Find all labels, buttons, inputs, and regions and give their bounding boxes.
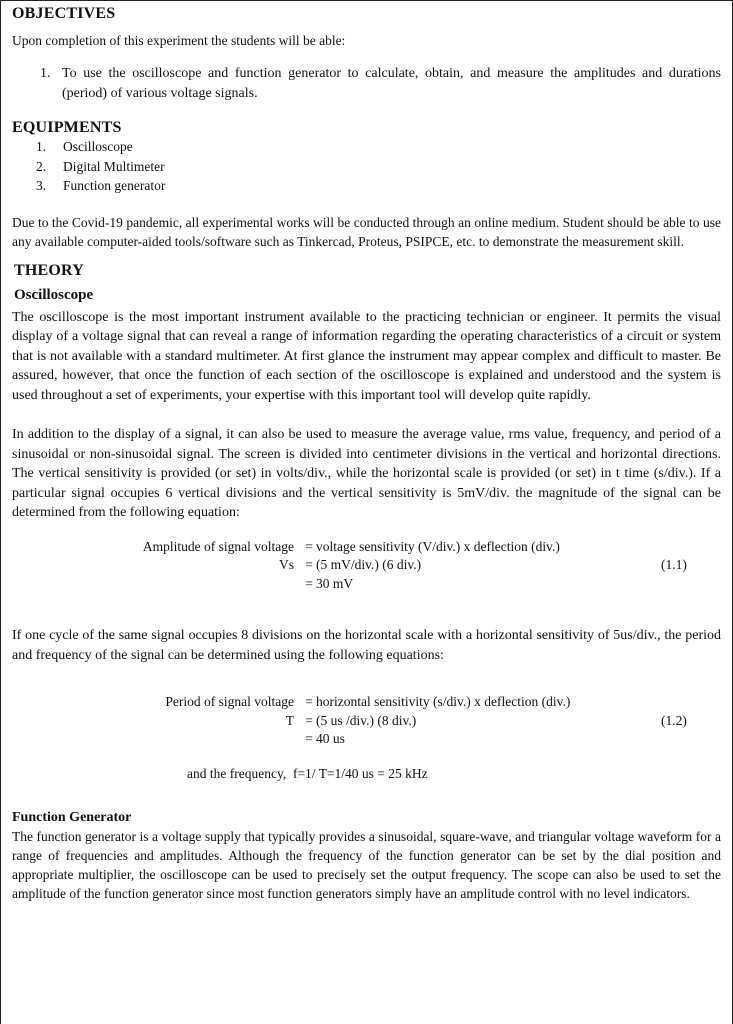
list-item	[36, 137, 721, 157]
frequency-line: and the frequency, f=1/ T=1/40 us = 25 kHz	[187, 765, 428, 781]
equation-lhs: Vs	[278, 557, 294, 572]
oscilloscope-paragraph-1: The oscilloscope is the most important instrument available to the practicing technician or engineer. It permits the visual display of a voltage signal that can reveal a range of information regarding the operating characteristics of a circuit or system that is not available with a standard multimeter. At first glance the instrument may appear complex and difficult to master. Be assured, however, that once the function of each section of the oscilloscope is explained and understood and the system is used throughout a set of experiments, your expertise with this important tool will develop quite rapidly.	[12, 309, 721, 403]
objectives-list	[40, 64, 721, 103]
covid-note: Due to the Covid-19 pandemic, all experimental works will be conducted through an online medium. Student should be able to use any available computer-aided tools/software such as Tinkercad, Proteus, PSIPCE, etc. to demonstrate the measurement skill.	[12, 214, 721, 249]
equals-sign: =	[305, 575, 313, 591]
function-generator-paragraph: The function generator is a voltage supply that typically provides a sinusoidal, square-wave, and triangular voltage waveform for a range of frequencies and amplitudes. Although the frequency of the function generator can be set by the dial position and appropriate multiplier, the oscilloscope can be used to precisely set the output frequency. The scope can also be used to set the amplitude of the function generator since most function generators simply have an amplitude control with no level indicators.	[12, 828, 721, 901]
list-item	[36, 176, 721, 196]
equation-rhs: (5 mV/div.) (6 div.)	[316, 557, 422, 572]
list-number: 1.	[36, 139, 47, 154]
equation-1-2	[158, 693, 721, 749]
list-number: 3.	[36, 178, 47, 193]
function-generator-heading: Function Generator	[12, 809, 132, 825]
equation-rhs: (5 us /div.) (8 div.)	[316, 712, 417, 728]
list-text: Oscilloscope	[63, 139, 133, 154]
objectives-intro: Upon completion of this experiment the students will be able:	[12, 33, 346, 48]
equation-rhs: 40 us	[316, 731, 345, 746]
equation-number: (1.1)	[661, 557, 687, 572]
equals-sign: =	[305, 712, 313, 728]
equals-sign: =	[305, 557, 313, 572]
equation-lhs: Amplitude of signal voltage	[142, 538, 294, 554]
list-item	[36, 157, 721, 177]
equals-sign: =	[305, 731, 313, 746]
list-text: Function generator	[63, 178, 166, 193]
equation-lhs: Period of signal voltage	[165, 694, 294, 709]
equals-sign: =	[305, 538, 313, 554]
list-text: Digital Multimeter	[63, 158, 165, 174]
objectives-heading: OBJECTIVES	[12, 5, 116, 22]
equation-number: (1.2)	[661, 712, 687, 728]
oscilloscope-paragraph-3: If one cycle of the same signal occupies 8 divisions on the horizontal scale with a horizontal sensitivity of 5us/div., the period and frequency of the signal can be determined using the following equations:	[12, 628, 721, 663]
equation-lhs: T	[285, 712, 294, 728]
equipments-list	[36, 137, 721, 196]
oscilloscope-heading: Oscilloscope	[14, 286, 94, 303]
equation-rhs: horizontal sensitivity (s/div.) x deflection (div.)	[316, 694, 571, 709]
list-number: 1.	[40, 66, 51, 81]
equation-rhs: 30 mV	[316, 575, 354, 591]
equation-1-1	[124, 538, 721, 594]
equation-rhs: voltage sensitivity (V/div.) x deflection (div.)	[316, 538, 560, 554]
list-text: To use the oscilloscope and function generator to calculate, obtain, and measure the amplitudes and durations (period) of various voltage signals.	[62, 66, 721, 101]
theory-heading: THEORY	[14, 261, 84, 279]
equals-sign: =	[305, 694, 313, 709]
list-item	[40, 64, 721, 103]
list-number: 2.	[36, 158, 47, 174]
oscilloscope-paragraph-2: In addition to the display of a signal, it can also be used to measure the average value, rms value, frequency, and period of a sinusoidal or non-sinusoidal signal. The screen is divided into centimeter divisions in the vertical and horizontal directions. The vertical sensitivity is provided (or set) in volts/div., while the horizontal scale is provided (or set) in t time (s/div.). If a particular signal occupies 6 vertical divisions and the vertical sensitivity is 5mV/div. the magnitude of the signal can be determined from the following equation:	[12, 427, 721, 520]
equipments-heading: EQUIPMENTS	[12, 119, 122, 136]
